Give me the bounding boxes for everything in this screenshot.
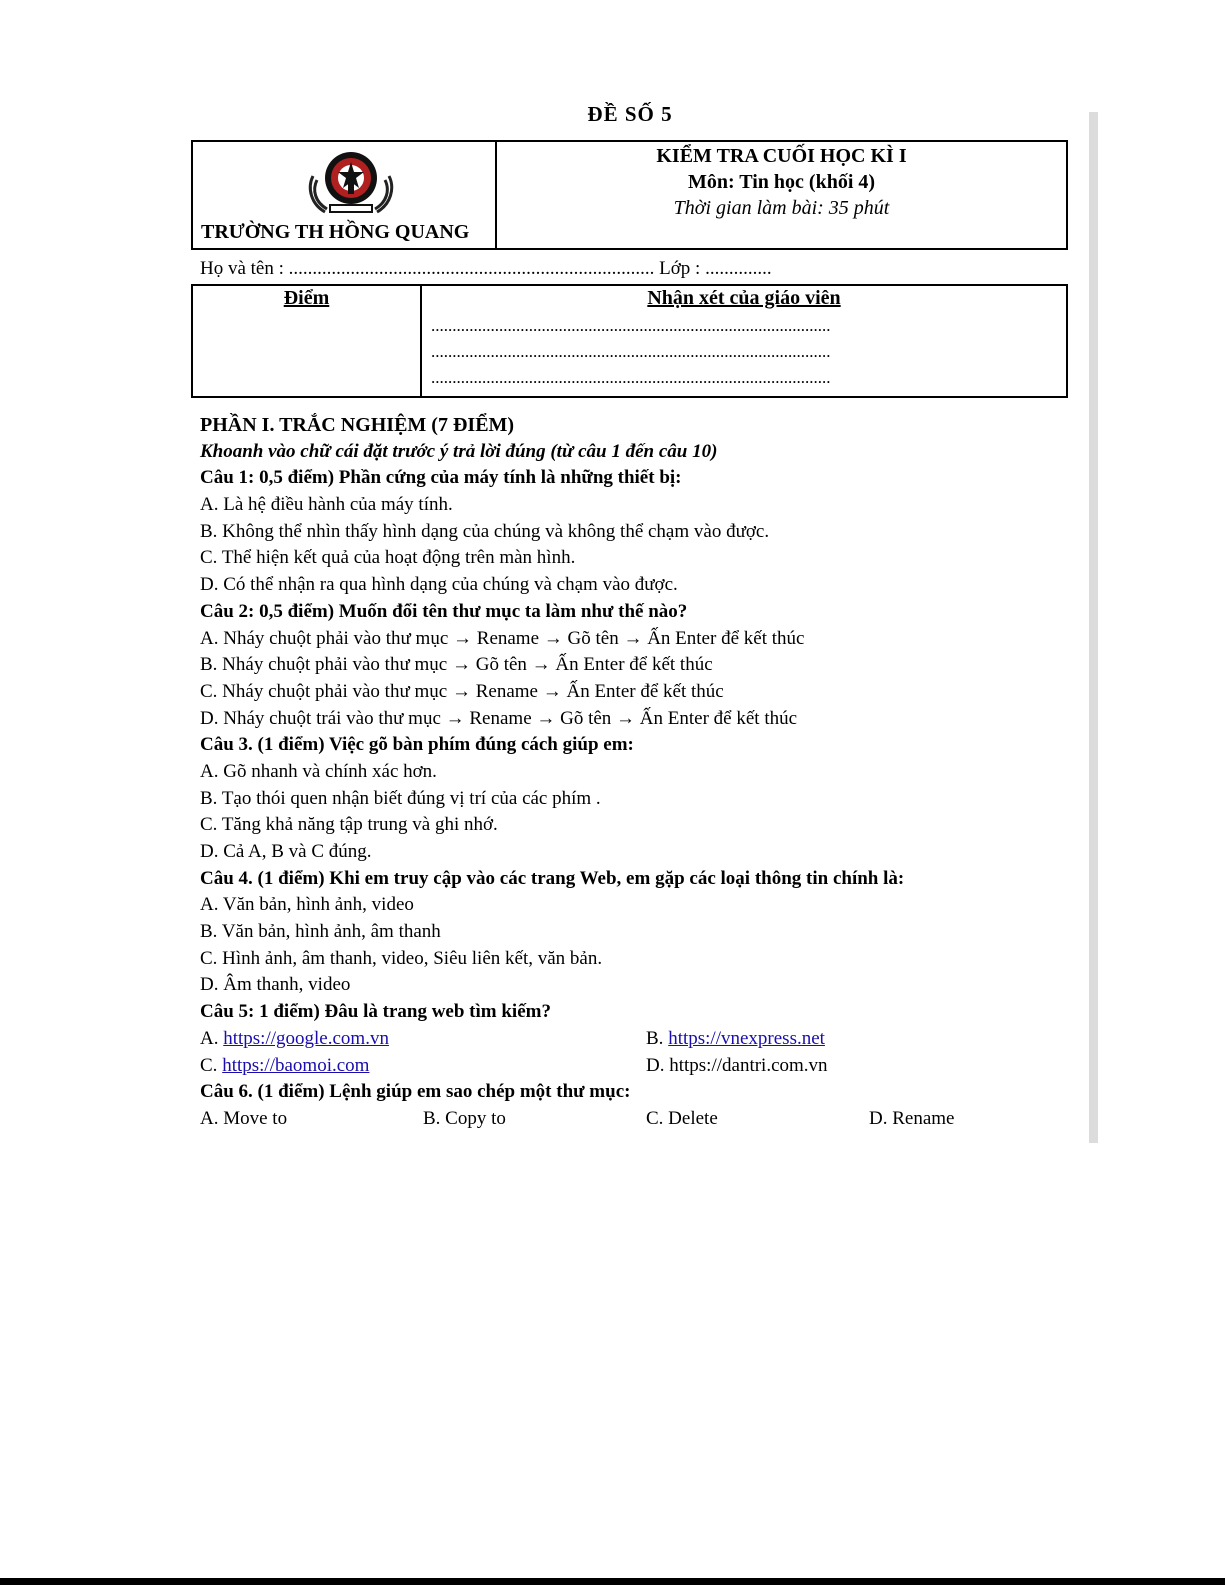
document-title: ĐỀ SỐ 5 (587, 102, 673, 126)
option-a (200, 1026, 389, 1053)
comment-dots-line: .............................................................................................. (431, 316, 831, 335)
option: D. Âm thanh, video (200, 974, 351, 996)
option-b (646, 1026, 825, 1053)
option-prefix: A. (200, 1027, 224, 1049)
question-5: Câu 5: 1 điểm) Đâu là trang web tìm kiếm? (200, 1001, 551, 1023)
option: B. Văn bản, hình ảnh, âm thanh (200, 921, 441, 943)
vertical-scrollbar[interactable] (1089, 112, 1098, 1143)
score-table (191, 284, 1068, 398)
option: B. Nháy chuột phải vào thư mục → Gõ tên → Ấn Enter để kết thúc (200, 654, 713, 676)
option-c (200, 1053, 369, 1080)
teacher-comment-label: Nhận xét của giáo viên (647, 287, 841, 309)
option-d: D. Rename (869, 1107, 955, 1129)
option-prefix: B. (646, 1027, 669, 1049)
option-d: D. https://dantri.com.vn (646, 1054, 828, 1076)
option: D. Có thể nhận ra qua hình dạng của chúng và chạm vào được. (200, 574, 678, 596)
comment-dots-line: .............................................................................................. (431, 368, 831, 387)
option-c: C. Delete (646, 1107, 718, 1129)
option: A. Nháy chuột phải vào thư mục → Rename → Gõ tên → Ấn Enter để kết thúc (200, 627, 805, 649)
exam-subject: Môn: Tin học (khối 4) (687, 171, 876, 193)
question-6: Câu 6. (1 điểm) Lệnh giúp em sao chép một thư mục: (200, 1081, 631, 1103)
student-name-line: Họ và tên : ............................................................................. Lớp : .............. (200, 258, 772, 279)
option-row (200, 1026, 1080, 1053)
exam-content (200, 412, 1080, 1133)
question-3: Câu 3. (1 điểm) Việc gõ bàn phím đúng cách giúp em: (200, 734, 634, 756)
option: B. Tạo thói quen nhận biết đúng vị trí của các phím . (200, 787, 601, 809)
option-row (200, 1053, 1080, 1080)
option: C. Thể hiện kết quả của hoạt động trên màn hình. (200, 547, 576, 569)
section-title: PHẦN I. TRẮC NGHIỆM (7 ĐIỂM) (200, 414, 515, 436)
option: C. Hình ảnh, âm thanh, video, Siêu liên kết, văn bản. (200, 947, 603, 969)
school-logo-icon (301, 146, 401, 222)
option: D. Cả A, B và C đúng. (200, 841, 372, 862)
option-row (200, 1106, 1080, 1133)
comment-dots-line: .............................................................................................. (431, 342, 831, 361)
option-a: A. Move to (200, 1107, 288, 1129)
vnexpress-link[interactable]: https://vnexpress.net (668, 1027, 825, 1049)
exam-time: Thời gian làm bài: 35 phút (673, 197, 890, 219)
score-label: Điểm (283, 287, 330, 309)
school-name: TRƯỜNG TH HỒNG QUANG (201, 221, 470, 243)
option: C. Nháy chuột phải vào thư mục → Rename → Ấn Enter để kết thúc (200, 680, 724, 702)
option: A. Văn bản, hình ảnh, video (200, 894, 414, 916)
question-2: Câu 2: 0,5 điểm) Muốn đổi tên thư mục ta làm như thế nào? (200, 600, 688, 622)
baomoi-link[interactable]: https://baomoi.com (222, 1054, 370, 1076)
question-1: Câu 1: 0,5 điểm) Phần cứng của máy tính là những thiết bị: (200, 467, 682, 489)
option-prefix: C. (200, 1054, 223, 1076)
exam-title: KIỂM TRA CUỐI HỌC KÌ I (656, 145, 907, 167)
header-table (191, 140, 1068, 250)
option: A. Là hệ điều hành của máy tính. (200, 494, 453, 516)
option: D. Nháy chuột trái vào thư mục → Rename → Gõ tên → Ấn Enter để kết thúc (200, 707, 798, 729)
question-4: Câu 4. (1 điểm) Khi em truy cập vào các trang Web, em gặp các loại thông tin chính là: (200, 867, 905, 889)
section-instruction: Khoanh vào chữ cái đặt trước ý trả lời đúng (từ câu 1 đến câu 10) (200, 440, 718, 462)
option: B. Không thể nhìn thấy hình dạng của chúng và không thể chạm vào được. (200, 520, 770, 542)
google-link[interactable]: https://google.com.vn (223, 1027, 389, 1049)
bottom-border (0, 1578, 1225, 1585)
option-b: B. Copy to (423, 1107, 506, 1129)
option: A. Gõ nhanh và chính xác hơn. (200, 760, 437, 782)
option: C. Tăng khả năng tập trung và ghi nhớ. (200, 814, 498, 836)
